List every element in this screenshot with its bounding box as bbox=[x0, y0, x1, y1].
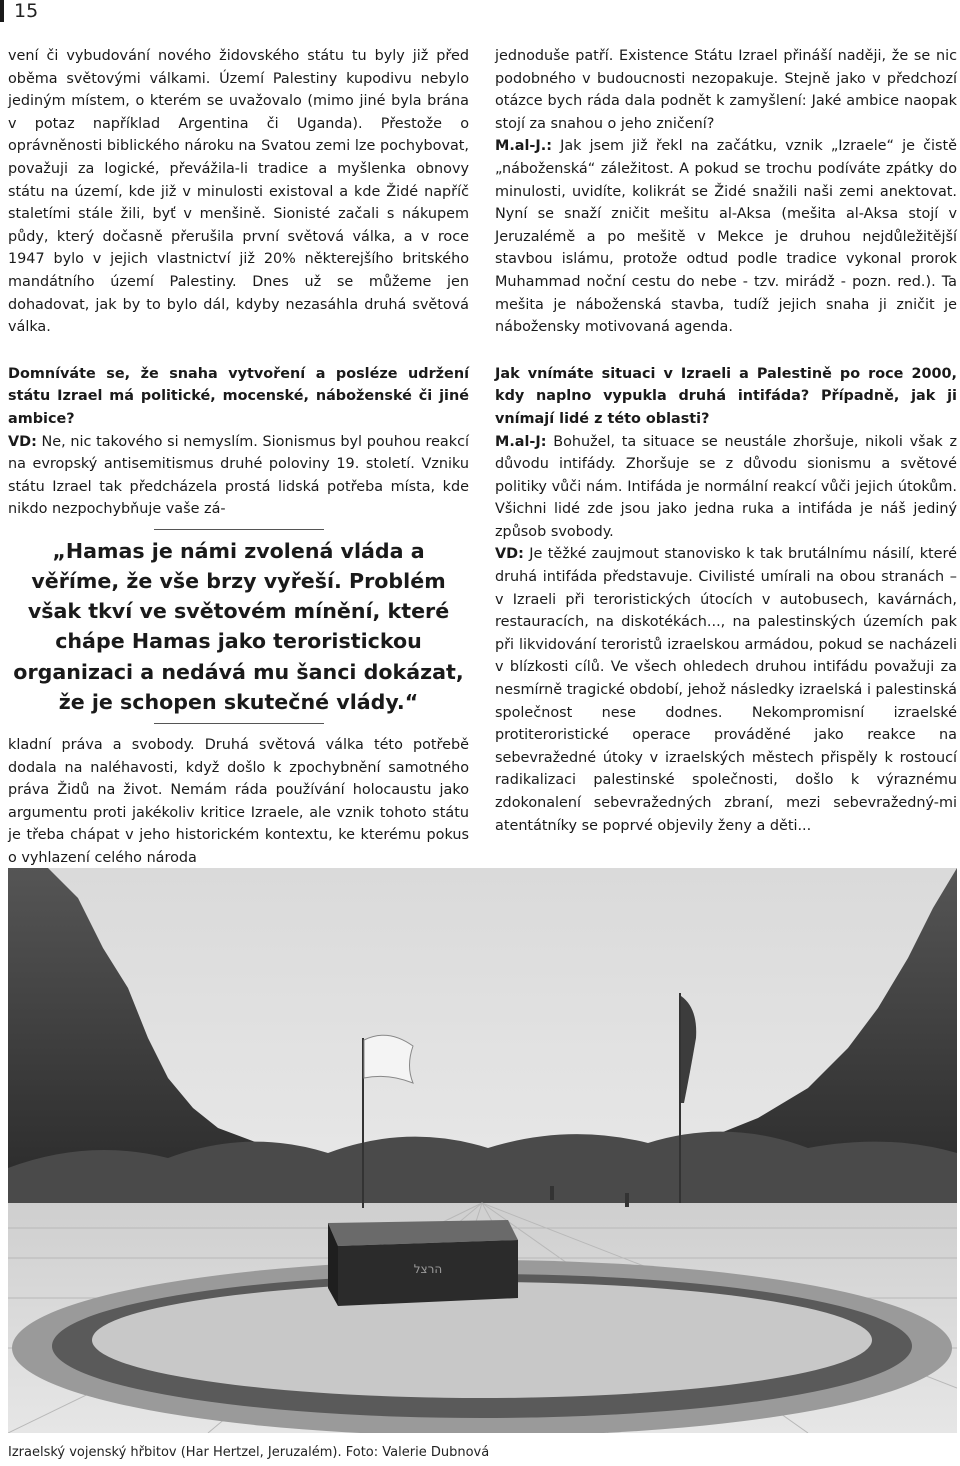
left-paragraph-2: kladní práva a svobody. Druhá světová válka této potřebě dodala na naléhavosti, když došlo k zpochybnění samotného práva Židů na život. Nemám ráda používání holocaustu jako argumentu proti jakékoliv kritice Izraele, ale vznik tohoto státu je třeba chápat v jeho historickém kontextu, ke kterému pokus o vyhlazení celého národa bbox=[8, 737, 469, 867]
speaker-label-vd: VD: bbox=[8, 433, 37, 450]
left-column bbox=[8, 45, 469, 870]
answer-vd-2-text: Je těžké zaujmout stanovisko k tak brutálnímu násilí, které druhá intifáda představuje. Civilisté umírali na obou stranách – v Izraeli při teroristických útocích v autobusech, kavárnách, restauracích, na diskotékách..., na palestinských územích pak při likvidování teroristů izraelskou armádou, pokud se nacházeli v blízkosti cílů. Ve všech ohledech druhou intifádu považuji za nesmírně tragické období, jehož následky izraelská i palestinská společnost nese dodnes. Nekompromisní izraelské protiteroristické operace prováděné jako reakce na sebevražedné útoky v izraelských městech přispěly k rostoucí radikalizaci palestinské společnosti, došlo k výraznému zdokonalení sebevražedných zbraní, mezi sebevražedný-mi atentátníky se poprvé objevily ženy a děti... bbox=[495, 546, 957, 834]
right-paragraph-1: jednoduše patří. Existence Státu Izrael přináší naději, že se nic podobného v budoucnosti nezopakuje. Stejně jako v předchozí otázce bych ráda dala podnět k zamyšlení: Jaké ambice naopak stojí za snahou o jeho zničení? bbox=[495, 48, 957, 132]
question-ambitions: Domníváte se, že snaha vytvoření a posléze udržení státu Izrael má politické, mocenské, náboženské či jiné ambice? bbox=[8, 365, 469, 427]
speaker-label-maj: M.al-J.: bbox=[495, 138, 552, 155]
answer-maj-2-text: Bohužel, ta situace se neustále zhoršuje, nikoli však z důvodu intifády. Zhoršuje se z důvodu sionismu a světové politiky vůči nám. Intifáda je normální reakcí vůči jejich útokům. Všichni lidé zde jsou jako jedna ruka a intifáda je náš jediný způsob svobody. bbox=[495, 433, 957, 540]
speaker-label-vd-2: VD: bbox=[495, 546, 524, 563]
answer-maj-2 bbox=[495, 431, 957, 544]
speaker-label-maj-2: M.al-J: bbox=[495, 433, 547, 450]
flag-left bbox=[364, 1035, 413, 1083]
answer-vd-1-text: Ne, nic takového si nemyslím. Sionismus byl pouhou reakcí na evropský antisemitismus druhé poloviny 19. století. Vzniku státu Izrael tak předcházela prostá lidská potřeba místa, kde nikdo nezpochybňuje vaše zá- bbox=[8, 433, 469, 518]
pull-quote-bottom-rule bbox=[154, 723, 324, 724]
left-paragraph-1: vení či vybudování nového židovského státu tu byly již před oběma světovými válkami. Území Palestiny kupodivu nebylo jediným místem, o kterém se uvažovalo (mimo jiné byla brána v potaz například Argentina či Uganda). Přestože o oprávněnosti biblického nároku na Svatou zemi lze pochybovat, považuji za logické, převážila-li tradice a myšlenka obnovy státu na území, kde již v minulosti existoval a kde Židé napříč staletími stále žili, byť v menšině. Sionisté začali s nákupem půdy, který dočasně přerušila první světová válka, a v roce 1947 bylo v jejich vlastnictví již 20% některejšího britského mandátního území Palestiny. Dnes už se můžeme jen dohadovat, jak by to bylo dál, kdyby nezasáhla druhá světová válka. bbox=[8, 48, 469, 336]
answer-maj-1 bbox=[495, 135, 957, 338]
photo-caption: Izraelský vojenský hřbitov (Har Hertzel, Jeruzalém). Foto: Valerie Dubnová bbox=[8, 1445, 490, 1460]
tomb-inscription: הרצל bbox=[413, 1262, 443, 1276]
answer-vd-1 bbox=[8, 431, 469, 521]
question-intifada: Jak vnímáte situaci v Izraeli a Palestině po roce 2000, kdy naplno vypukla druhá intifáda? Případně, jak ji vnímají lidé z této oblasti? bbox=[495, 365, 957, 427]
cemetery-photo bbox=[8, 868, 957, 1433]
cemetery-photo-drawing bbox=[8, 868, 957, 1433]
page-number: 15 bbox=[0, 0, 38, 22]
right-column bbox=[495, 45, 957, 837]
pull-quote bbox=[8, 529, 469, 724]
pull-quote-top-rule bbox=[154, 529, 324, 530]
answer-vd-2 bbox=[495, 543, 957, 837]
answer-maj-1-text: Jak jsem již řekl na začátku, vznik „Izraele“ je čistě „náboženská“ záležitost. A pokud se trochu podíváte zpátky do minulosti, uvidíte, kolikrát se Židé snažili naši zemi anektovat. Nyní se snaží zničit mešitu al-Aksa (mešita al-Aksa stojí v Jeruzalémě a po mešitě v Mekce je druhou nejdůležitější stavbou islámu, protože odtud podle tradice vykonal prorok Muhammad noční cestu do nebe - tzv. mirádž - pozn. red.). Ta mešita je náboženská stavba, tudíž jejich snaha ji zničit je nábožensky motivovaná agenda. bbox=[495, 138, 957, 336]
pull-quote-text: „Hamas je námi zvolená vláda a věříme, že vše brzy vyřeší. Problém však tkví ve světovém mínění, které chápe Hamas jako teroristickou organizaci a nedává mu šanci dokázat, že je schopen skutečné vlády.“ bbox=[13, 538, 464, 714]
